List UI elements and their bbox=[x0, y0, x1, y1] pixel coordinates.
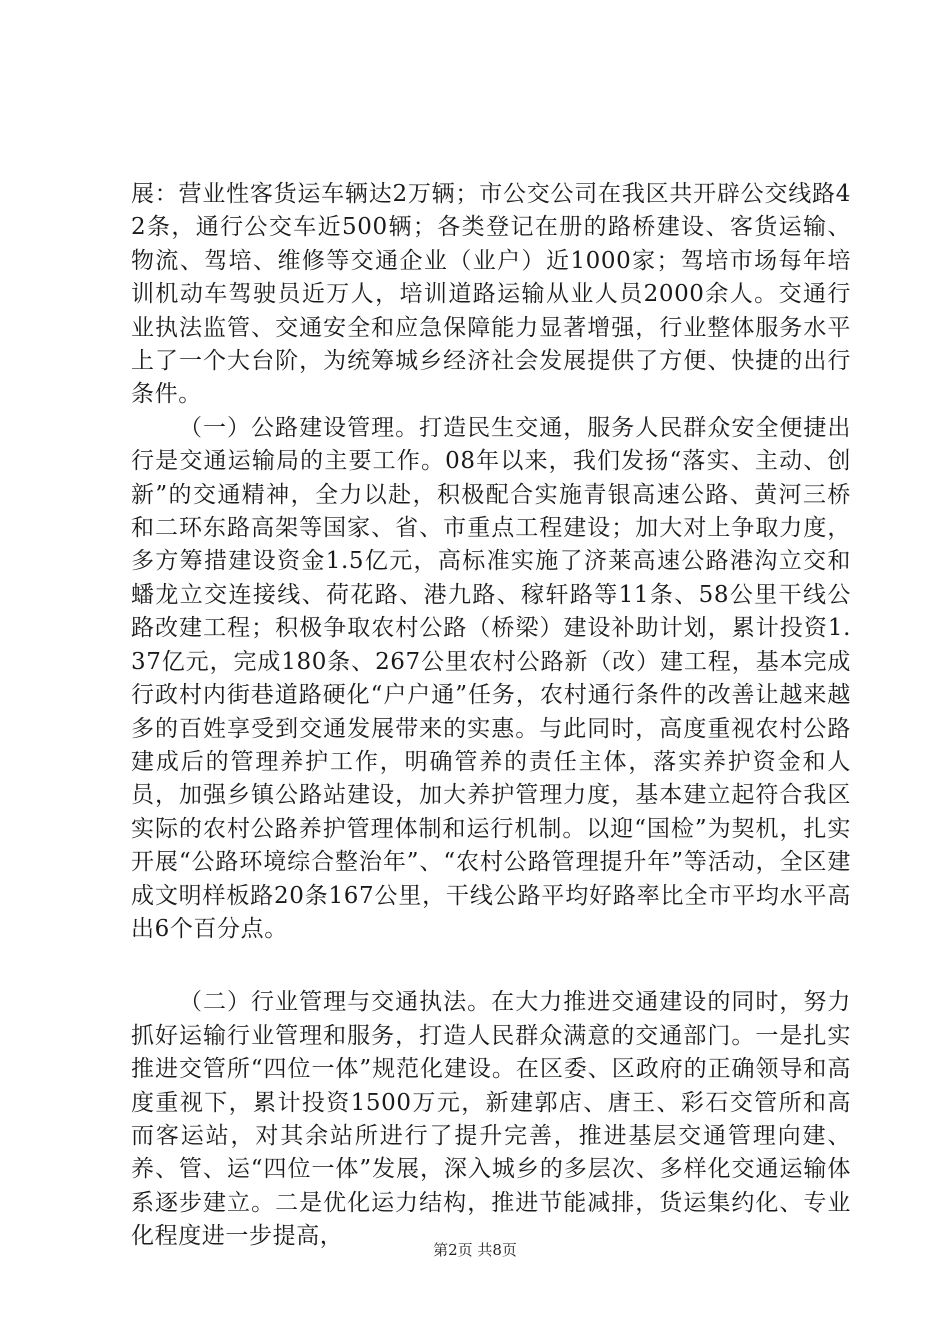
document-body bbox=[131, 178, 851, 1254]
page-footer: 第2页 共8页 bbox=[433, 1241, 517, 1259]
paragraph-road-construction: （一）公路建设管理。打造民生交通，服务人民群众安全便捷出行是交通运输局的主要工作。08年以来，我们发扬“落实、主动、创新”的交通精神，全力以赴，积极配合实施青银高速公路、黄河三桥和二环东路高架等国家、省、市重点工程建设；加大对上争取力度，多方筹措建设资金1.5亿元，高标准实施了济莱高速公路港沟立交和蟠龙立交连接线、荷花路、港九路、稼轩路等11条、58公里干线公路改建工程；积极争取农村公路（桥梁）建设补助计划，累计投资1.37亿元，完成180条、267公里农村公路新（改）建工程，基本完成行政村内街巷道路硬化“户户通”任务，农村通行条件的改善让越来越多的百姓享受到交通发展带来的实惠。与此同时，高度重视农村公路建成后的管理养护工作，明确管养的责任主体，落实养护资金和人员，加强乡镇公路站建设，加大养护管理力度，基本建立起符合我区实际的农村公路养护管理体制和运行机制。以迎“国检”为契机，扎实开展“公路环境综合整治年”、“农村公路管理提升年”等活动，全区建成文明样板路20条167公里，干线公路平均好路率比全市平均水平高出6个百分点。 bbox=[131, 414, 851, 942]
paragraph-industry-management: （二）行业管理与交通执法。在大力推进交通建设的同时，努力抓好运输行业管理和服务，打造人民群众满意的交通部门。一是扎实推进交管所“四位一体”规范化建设。在区委、区政府的正确领导和高度重视下，累计投资1500万元，新建郭店、唐王、彩石交管所和高而客运站，对其余站所进行了提升完善，推进基层交通管理向建、养、管、运“四位一体”发展，深入城乡的多层次、多样化交通运输体系逐步建立。二是优化运力结构，推进节能减排，货运集约化、专业化程度进一步提高， bbox=[131, 989, 851, 1250]
paragraph-continuation: 展：营业性客货运车辆达2万辆；市公交公司在我区共开辟公交线路42条，通行公交车近500辆；各类登记在册的路桥建设、客货运输、物流、驾培、维修等交通企业（业户）近1000家；驾培市场每年培训机动车驾驶员近万人，培训道路运输从业人员2000余人。交通行业执法监管、交通安全和应急保障能力显著增强，行业整体服务水平上了一个大台阶，为统筹城乡经济社会发展提供了方便、快捷的出行条件。 bbox=[131, 181, 851, 408]
